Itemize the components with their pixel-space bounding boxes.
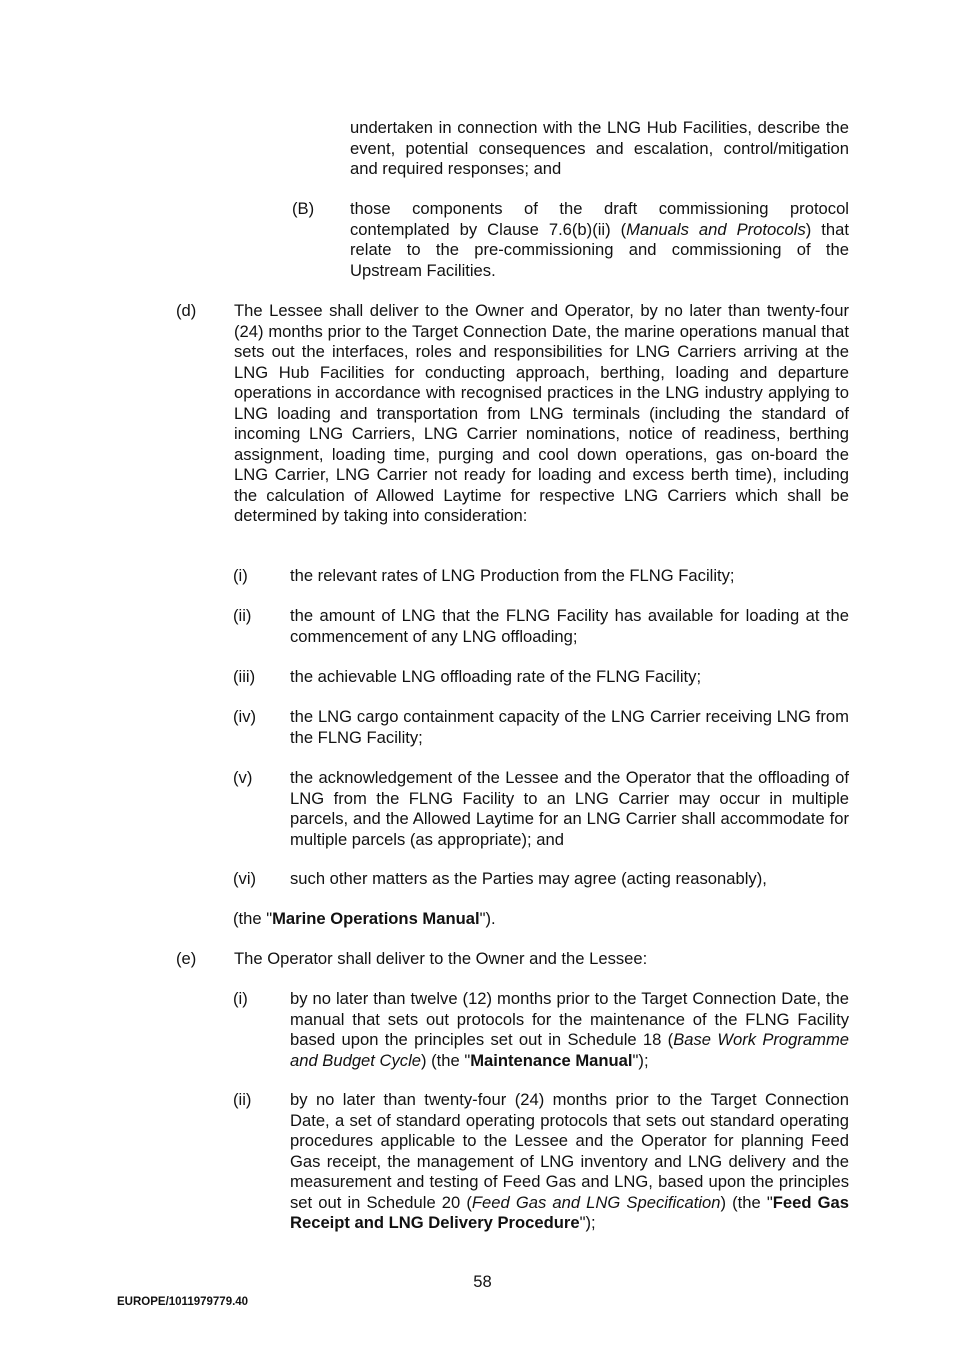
clause-d-iii-label: (iii) (233, 667, 256, 686)
clause-d-ii-text: the amount of LNG that the FLNG Facility has available for loading at the commencement of any LNG offloading; (290, 606, 849, 646)
clause-d-definition: (the "Marine Operations Manual"). (233, 909, 496, 928)
clause-d-label: (d) (176, 301, 197, 320)
clause-d-vi-text: such other matters as the Parties may agree (acting reasonably), (290, 869, 767, 888)
clause-e-ii-label: (ii) (233, 1090, 252, 1109)
clause-d-iii-text: the achievable LNG offloading rate of the FLNG Facility; (290, 667, 702, 686)
clause-d-vi-label: (vi) (233, 869, 257, 888)
defined-term: Marine Operations Manual (272, 909, 480, 928)
clause-c-b-label: (B) (292, 199, 315, 218)
document-reference: EUROPE/1011979779.40 (117, 1296, 249, 1308)
clause-d-i-text: the relevant rates of LNG Production from the FLNG Facility; (290, 566, 735, 585)
clause-d-v-label: (v) (233, 768, 253, 787)
clause-e-i-label: (i) (233, 989, 248, 1008)
clause-d-iv-label: (iv) (233, 707, 257, 726)
cross-reference-title: Feed Gas and LNG Specification (471, 1192, 721, 1212)
clause-e-ii-text: by no later than twenty-four (24) months prior to the Target Connection Date, a set of standard operating protocols that sets out standard operating procedures applicable to the Lessee and the Operator for planning Feed Gas receipt, the management of LNG inventory and LNG delivery and the measurement and testing of Feed Gas and LNG, based upon the principles set out in Schedule 20 (Feed Gas and LNG Specification) (the "Feed Gas Receipt and LNG Delivery Procedure"); (290, 1090, 849, 1232)
clause-c-a-continuation: undertaken in connection with the LNG Hub Facilities, describe the event, potential consequences and escalation, control/mitigation and required responses; and (350, 118, 849, 178)
clause-d-ii-label: (ii) (233, 606, 252, 625)
clause-d-text: The Lessee shall deliver to the Owner and Operator, by no later than twenty-four (24) months prior to the Target Connection Date, the marine operations manual that sets out the interfaces, roles and responsibilities for LNG Carriers arriving at the LNG Hub Facilities for conducting approach, berthing, loading and departure operations in accordance with recognised practices in the LNG industry applying to LNG loading and transportation from LNG terminals (including the standard of incoming LNG Carriers, LNG Carrier nominations, notice of readiness, berthing assignment, loading time, purging and cool down operations, gas on-board the LNG Carrier, LNG Carrier not ready for loading and excess berth time), including the calculation of Allowed Laytime for respective LNG Carriers which shall be determined by taking into consideration: (234, 301, 849, 525)
clause-e-text: The Operator shall deliver to the Owner and the Lessee: (234, 949, 648, 968)
clause-e-i-text: by no later than twelve (12) months prior to the Target Connection Date, the manual that sets out protocols for the maintenance of the FLNG Facility based upon the principles set out in Schedule 18 (Base Work Programme and Budget Cycle) (the "Maintenance Manual"); (290, 989, 849, 1070)
cross-reference-title: Manuals and Protocols (626, 219, 806, 239)
clause-c-b-text: those components of the draft commissioning protocol contemplated by Clause 7.6(b)(ii) (Manuals and Protocols) that relate to the pre-commissioning and commissioning of the Upstream Facilities. (350, 199, 849, 280)
clause-d-iv-text: the LNG cargo containment capacity of the LNG Carrier receiving LNG from the FLNG Facility; (290, 707, 849, 747)
clause-d-i-label: (i) (233, 566, 248, 585)
defined-term: Feed Gas Receipt and LNG Delivery Procedure (290, 1192, 849, 1232)
cross-reference-title: Base Work Programme and Budget Cycle (290, 1030, 849, 1070)
page-number: 58 (473, 1272, 492, 1291)
clause-d-v-text: the acknowledgement of the Lessee and the Operator that the offloading of LNG from the FLNG Facility to an LNG Carrier may occur in multiple parcels, and the Allowed Laytime for an LNG Carrier shall accommodate for multiple parcels (as appropriate); and (290, 768, 849, 849)
defined-term: Maintenance Manual (470, 1050, 633, 1070)
clause-e-label: (e) (176, 949, 197, 968)
